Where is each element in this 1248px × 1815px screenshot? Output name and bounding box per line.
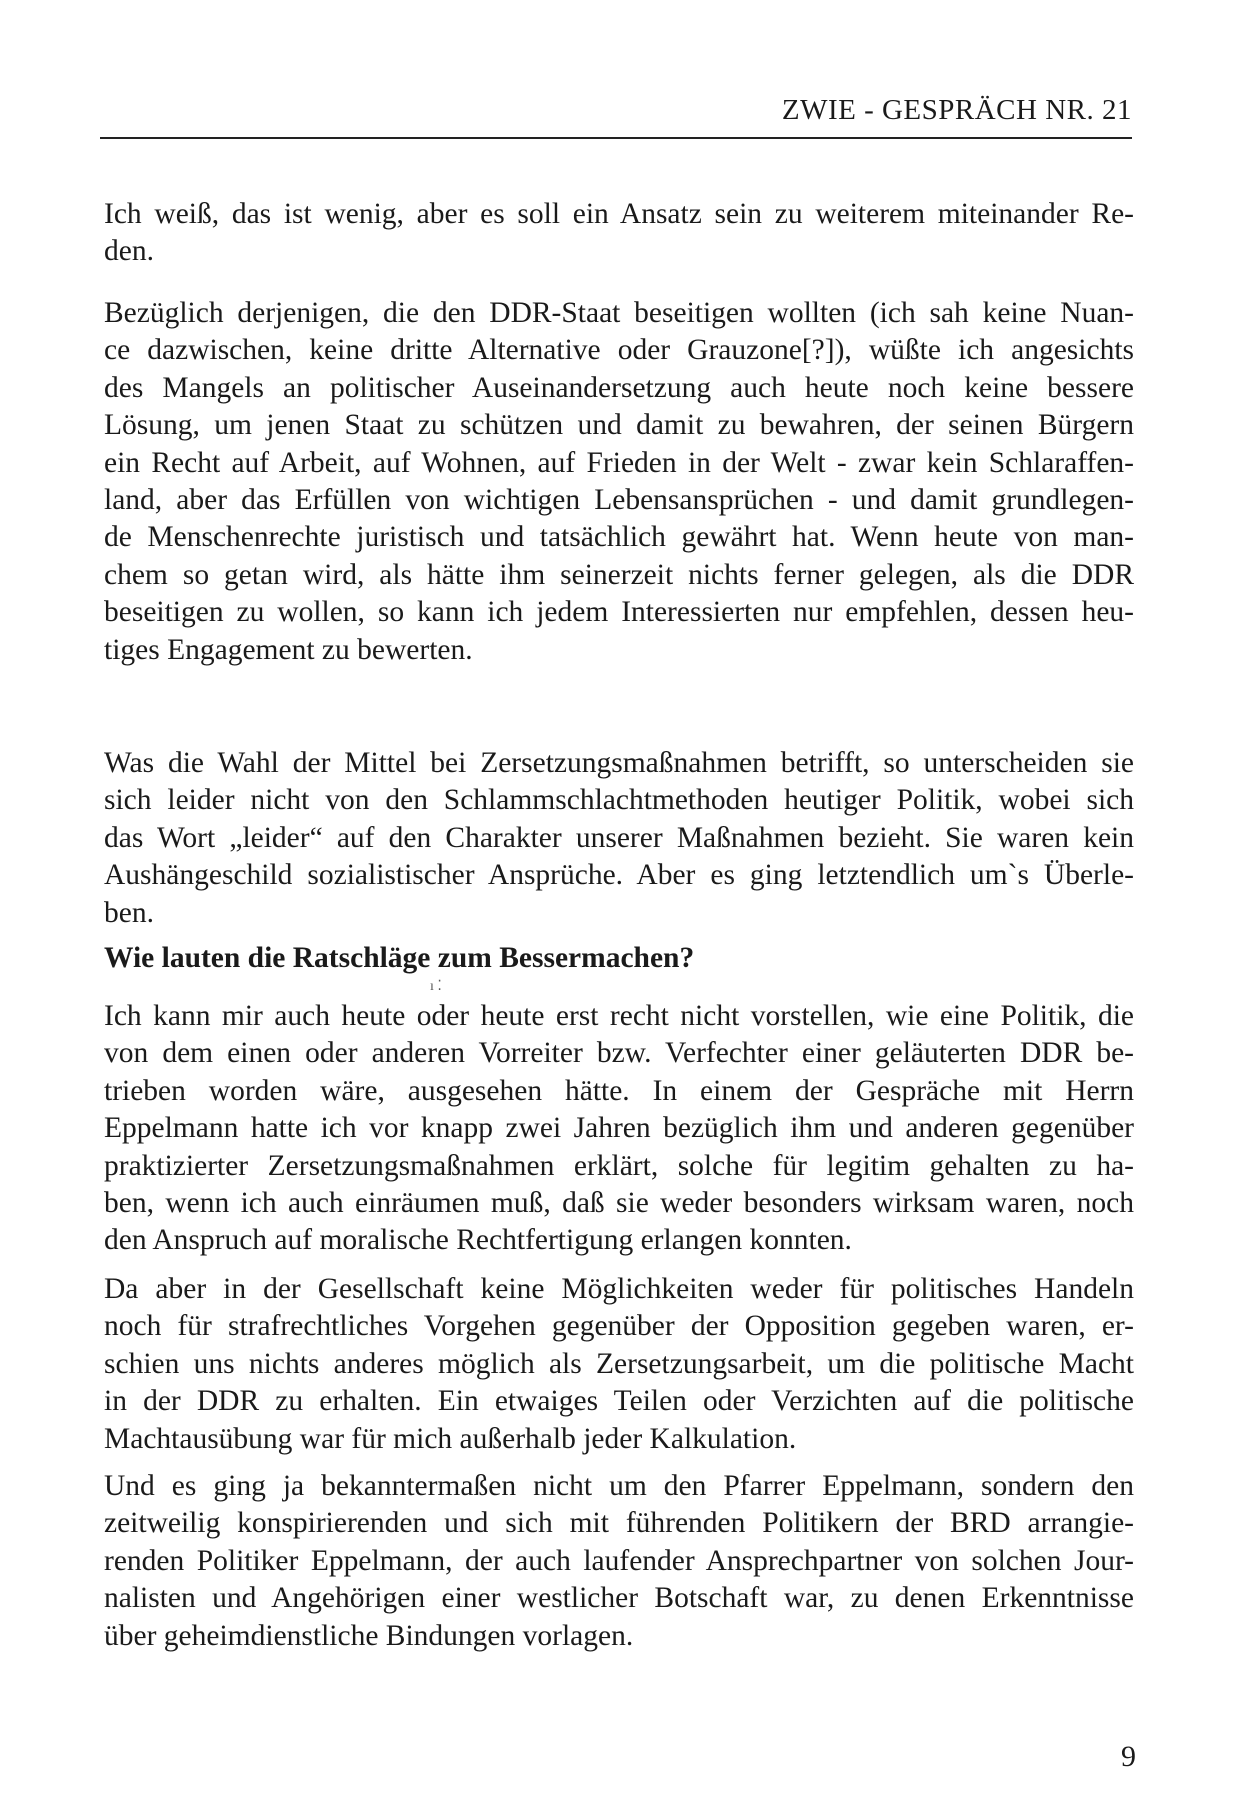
text-line: Ich kann mir auch heute oder heute erst recht nicht vorstellen, wie eine Politik, die (104, 1000, 1134, 1032)
text-line: chem so getan wird, als hätte ihm seinerzeit nichts ferner gelegen, als die DDR (104, 558, 1134, 591)
text-line: das Wort „leider“ auf den Charakter unserer Maßnahmen bezieht. Sie waren kein (104, 821, 1134, 854)
text-line: tiges Engagement zu bewerten. (104, 633, 473, 666)
running-head: ZWIE - GESPRÄCH NR. 21 (781, 94, 1132, 126)
text-line: renden Politiker Eppelmann, der auch laufender Ansprechpartner von solchen Jour- (104, 1544, 1134, 1577)
text-line: Und es ging ja bekanntermaßen nicht um den Pfarrer Eppelmann, sondern den (104, 1470, 1134, 1502)
text-line: zeitweilig konspirierenden und sich mit führenden Politikern der BRD arrangie- (104, 1507, 1134, 1540)
paragraph-4 (104, 998, 1134, 1260)
text-line: den. (104, 235, 154, 268)
text-line: Aushängeschild sozialistischer Ansprüche. Aber es ging letztendlich um`s Überle- (104, 859, 1134, 892)
text-line: schien uns nichts anderes möglich als Zersetzungsarbeit, um die politische Macht (104, 1347, 1134, 1380)
text-line: Was die Wahl der Mittel bei Zersetzungsmaßnahmen betrifft, so unterscheiden sie (104, 747, 1134, 779)
text-line: des Mangels an politischer Auseinandersetzung auch heute noch keine bessere (104, 371, 1134, 404)
text-line: Machtausübung war für mich außerhalb jeder Kalkulation. (104, 1422, 797, 1455)
text-line: Bezüglich derjenigen, die den DDR-Staat beseitigen wollten (ich sah keine Nuan- (104, 297, 1134, 329)
paragraph-2 (104, 295, 1134, 669)
text-line: über geheimdienstliche Bindungen vorlagen. (104, 1619, 634, 1652)
stray-marks: ı ⁚ (430, 979, 442, 994)
text-line: trieben worden wäre, ausgesehen hätte. In einem der Gespräche mit Herrn (104, 1074, 1134, 1107)
text-line: land, aber das Erfüllen von wichtigen Lebensansprüchen - und damit grundlegen- (104, 484, 1134, 517)
text-line: den Anspruch auf moralische Rechtfertigung erlangen konnten. (104, 1224, 852, 1257)
paragraph-3 (104, 745, 1134, 932)
text-line: Ich weiß, das ist wenig, aber es soll ein Ansatz sein zu weiterem miteinander Re- (104, 198, 1134, 230)
text-line: ce dazwischen, keine dritte Alternative oder Grauzone[?]), wüßte ich angesichts (104, 334, 1134, 367)
text-line: nalisten und Angehörigen einer westlicher Botschaft war, zu denen Erkenntnisse (104, 1582, 1134, 1615)
text-line: Lösung, um jenen Staat zu schützen und damit zu bewahren, der seinen Bürgern (104, 409, 1134, 442)
section-question: Wie lauten die Ratschläge zum Bessermachen? (104, 942, 695, 974)
text-line: noch für strafrechtliches Vorgehen gegenüber der Opposition gegeben waren, er- (104, 1310, 1134, 1343)
text-line: von dem einen oder anderen Vorreiter bzw. Verfechter einer geläuterten DDR be- (104, 1037, 1134, 1070)
text-line: de Menschenrechte juristisch und tatsächlich gewährt hat. Wenn heute von man- (104, 521, 1134, 554)
page-number: 9 (1121, 1740, 1136, 1773)
text-line: ein Recht auf Arbeit, auf Wohnen, auf Frieden in der Welt - zwar kein Schlaraffen- (104, 446, 1134, 479)
text-line: ben, wenn ich auch einräumen muß, daß sie weder besonders wirksam waren, noch (104, 1187, 1134, 1220)
text-line: Da aber in der Gesellschaft keine Möglichkeiten weder für politisches Handeln (104, 1273, 1134, 1305)
text-line: ben. (104, 896, 154, 929)
paragraph-5 (104, 1271, 1134, 1458)
paragraph-6 (104, 1468, 1134, 1655)
text-line: Eppelmann hatte ich vor knapp zwei Jahren bezüglich ihm und anderen gegenüber (104, 1112, 1134, 1145)
paragraph-1 (104, 196, 1134, 271)
text-line: beseitigen zu wollen, so kann ich jedem Interessierten nur empfehlen, dessen heu- (104, 596, 1134, 629)
text-line: in der DDR zu erhalten. Ein etwaiges Teilen oder Verzichten auf die politische (104, 1385, 1134, 1418)
header-rule (100, 137, 1132, 139)
text-line: praktizierter Zersetzungsmaßnahmen erklärt, solche für legitim gehalten zu ha- (104, 1149, 1134, 1182)
text-line: sich leider nicht von den Schlammschlachtmethoden heutiger Politik, wobei sich (104, 784, 1134, 817)
